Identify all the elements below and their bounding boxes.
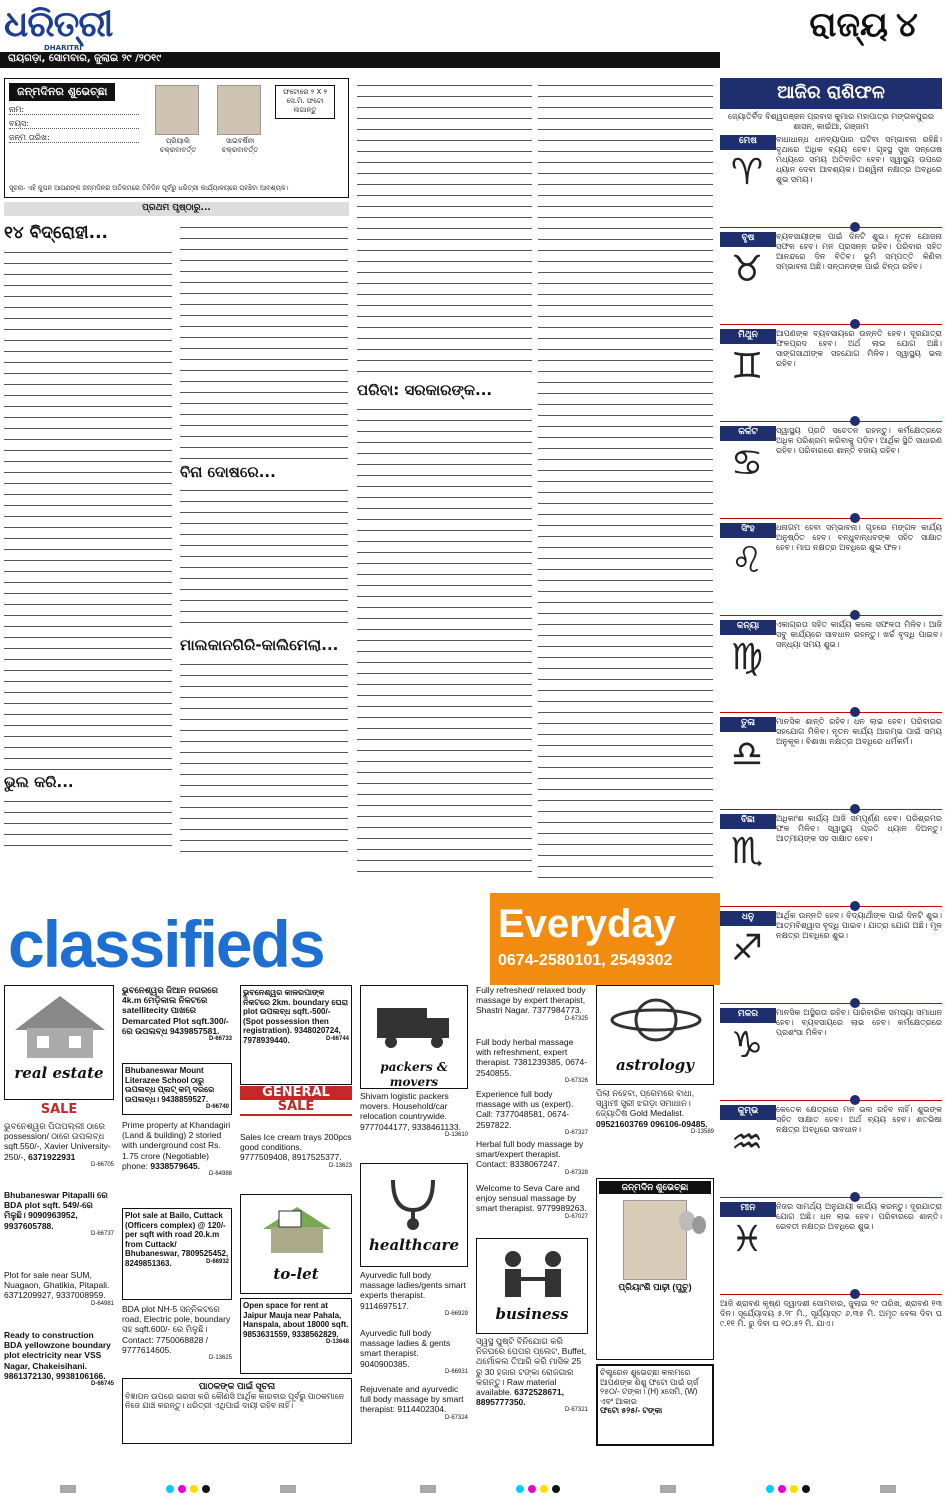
info-box-text: ଚିଲ୍ଡ୍ରେନ ଶୁଭେଚ୍ଛା କଲମରେ ଆପଣଙ୍କ ଶିଶୁ ଫଟୋ ପାଇଁ ଚାର୍ଜ ୨୫୦/- ଟଙ୍କା। (H) xସେମି, (W) ଏବଂ ଆକାର [600,1368,699,1406]
sign-divider-dot [850,1192,860,1202]
masthead [0,0,945,70]
ad-a6 [122,1304,232,1374]
ad-a8-phone: 9090963952, 9937605788. [4,1210,78,1231]
horoscope-title: ଆଜିର ରାଶିଫଳ [720,78,942,109]
sign-divider [720,615,942,616]
horoscope-sign [720,814,942,911]
ad-a10-code: D-66745 [90,1380,114,1387]
classifieds-banner [0,893,720,985]
column-3 [538,78,713,888]
horoscope-sign [720,329,942,426]
panjika-footer: ଆଜି ଶ୍ରାବଣ କୃଷ୍ଣ ଦ୍ୱାଦଶୀ ସୋମବାର, ଜୁଲାଇ ୨୯ ତାରିଖ, ଶ୍ରାବଣ ୧୩ ଦିନ। ସୂର୍ଯ୍ୟୋଦୟ ୫.୨୮ ମି., ସୂର୍ଯ୍ୟାସ୍ତ ୬.୩୫ ମି. ଅମୃତ ବେଳା ଦିବା ଘ ୯.୧୧ ମି. ରୁ ଦିବା ଘ ୧୦.୫୨ ମି. ଯାଏ। [720,1298,942,1328]
ad-a5-code: D-66932 [205,1258,229,1265]
ad-a21-text: Welcome to Seva Care and enjoy sensual massage by smart therapist. [476,1183,580,1214]
headline-5: ପରିବା: ସରକାରଙ୍କ... [357,381,493,399]
everyday-word: Everyday [498,902,676,946]
horoscope-sign-text: ଏକାଗ୍ରତା ସହିତ କାର୍ଯ୍ୟ କଲେ ସଫଳତା ମିଳିବ। ଆଜି ସବୁ କାର୍ଯ୍ୟରେ ସାବଧାନ ରହନ୍ତୁ। ଖର୍ଚ୍ଚ ବୃଦ୍ଧି ପାଇବ। ସନ୍ଧ୍ୟା ସମୟ ଶୁଭ। [776,619,942,649]
ad-a5-text: Plot sale at Bailo, Cuttack (Officers complex) @ 120/- per sqft with road 20.k.m from Cuttack/ Bhubaneswar, [125,1211,226,1259]
info-box-price: ଫଟୋ ୫୨୫/- ଟଙ୍କା [600,1406,663,1416]
ad-a15-phone: 9040900385. [360,1358,410,1369]
ad-a11-phone: 9777509408, 8917525377. [240,1152,342,1163]
sign-divider [720,1003,942,1004]
reader-notice-text: ବିଜ୍ଞାପନ ଉପରେ ଭରସା କରି କୌଣସି ଆର୍ଥିକ କାରବାର ପୂର୍ବରୁ ପାଠକମାନେ ନିଜେ ଯାଞ୍ଚ କରନ୍ତୁ। ଧରିତ୍ରୀ ଏଥିପାଇଁ ଦାୟୀ ରହିବ ନାହିଁ। [125,1391,345,1411]
healthcare-label: healthcare [369,1236,459,1254]
wish-title: ଜନ୍ମଦିନ ଶୁଭେଚ୍ଛା [599,1181,711,1194]
ad-a12-phone: 9853631559, 9338562829. [243,1329,339,1339]
ad-a16-code: D-67324 [444,1414,468,1421]
article-6-body [538,78,713,878]
zodiac-icon: ♊ [730,345,764,387]
general-sale-label: SALE [240,1100,352,1114]
article-3-body [180,483,348,633]
coupon-fineprint: ସୂଚନା- ଏହି କୁପନ ଆପଣଙ୍କ ଜନ୍ମଦିନର ଅତିକମରେ ତିନିଦିନ ପୂର୍ବରୁ ଧରିତ୍ରୀ କାର୍ଯ୍ୟାଳୟରେ ପହଞ୍ଚିବା ଆବଶ୍ୟକ। [9,184,289,193]
column-2 [357,78,532,888]
ad-a16-text: Rejuvenate and ayurvedic full body massage by smart therapist: [360,1384,464,1415]
ad-a5-phone: 7809525452, 8249851363. [125,1249,229,1268]
date-line: ରାୟଗଡ଼ା, ସୋମବାର, ଜୁଲାଇ ୨୯ /୨୦୧୯ [0,52,720,68]
ad-a20-code: D-67328 [564,1169,588,1176]
horoscope-sign-name: କର୍କଟ [720,426,776,441]
ad-a1-phone: 9439857581. [169,1025,220,1036]
ad-a23-phone: 09521603769 096106-09485. [596,1118,708,1129]
section-name: ରାଜ୍ୟ [809,5,888,45]
ad-a20 [476,1139,588,1181]
column-1a [4,220,172,857]
ad-a2-code: D-66740 [205,1104,229,1111]
zodiac-icon: ♌ [730,539,764,581]
ad-a18-phone: 7381239385, 0674-2540855. [476,1057,588,1078]
zodiac-icon: ♒ [730,1121,764,1163]
ad-a22-text: ସ୍ୱସ୍ଥ ପୁଷ୍ଟି ବିନିଯୋଗ କରି ନିଜଘରେ ପେପର ପ୍ଲେଟ, Buffet, ଥର୍ମୋକଲ ତିଆରି କରି ମାସିକ 25 ରୁ 30 ହଜାର ଟଙ୍କା ରୋଜଗାର କରନ୍ତୁ। Raw material available. [476,1336,587,1397]
to-let-category [240,1194,352,1294]
article-4-body [180,657,348,857]
sign-divider [720,809,942,810]
ad-a22-phone: 6372528671, 8895777350. [476,1386,564,1408]
horoscope-sign-name: ତୁଳା [720,717,776,732]
ad-a3-text: ଭୁବନେଶ୍ୱର କାଳରପାଙ୍କ ନିକଟରେ 2km. boundary ଘେରା plot ଉପଲବ୍ଧ sqft.-500/- (Spot possession then registration). [243,988,348,1036]
horoscope-sign-name: ସିଂହ [720,523,776,538]
ad-a6-phone: 7750068828 / 9777614605. [122,1334,209,1355]
horoscope-sign-text: ନିଜର ସାମର୍ଥ୍ୟ ଅନୁଯାୟୀ କାର୍ଯ୍ୟ କରନ୍ତୁ। ଦୂରଯାତ୍ରା ଯୋଗ ଅଛି। ଧନ ଲାଭ ହେବ। ପରିବାରରେ ଶାନ୍ତି। ରେବତୀ ନକ୍ଷତ୍ର ଅବଧିରେ ଶୁଭ। [776,1201,942,1231]
real-estate-label: real estate [14,1064,104,1082]
zodiac-icon: ♍ [730,636,764,678]
ad-a10-text: Ready to construction BDA yellowzone boundary plot electricity near VSS Nagar, Chakeisihani. [4,1330,111,1371]
horoscope-sign [720,1105,942,1202]
ad-a4 [122,1120,232,1206]
headline-4: ମାଲକାନଗିରି-କାଲିମେଲା... [180,636,339,655]
ad-a18-text: Full body herbal massage with refreshment, expert therapist. [476,1037,574,1068]
ad-a12-text: Open space for rent at Jaipur Mauja near Pahala, Hanspala, about 18000 sqft. [243,1301,349,1330]
sign-divider [720,518,942,519]
horoscope-sign-name: ମକର [720,1008,776,1023]
newspaper-logo: ଧରିତ୍ରୀ [4,3,113,45]
ad-a14-code: D-66929 [444,1310,468,1317]
packers-movers-label: packers & movers [380,1060,448,1089]
zodiac-icon: ♋ [730,442,764,484]
column-1b [180,220,348,857]
real-estate-category [4,985,114,1100]
horoscope-column [720,78,942,1478]
ad-a3-code: D-66744 [325,1035,349,1042]
to-let-label: to-let [273,1265,319,1283]
horoscope-sign-text: ଆପଣଙ୍କ ବ୍ୟବସାୟରେ ଉନ୍ନତି ହେବ। ଦୂରଯାତ୍ରା ଫଳପ୍ରଦ ହେବ। ଅର୍ଥ ଲାଭ ଯୋଗ ଅଛି। ସାଙ୍ଗସାଥୀଙ୍କ ସହଯୋଗ ମିଳିବ। ସ୍ୱାସ୍ଥ୍ୟ ଭଲ ରହିବ। [776,328,942,368]
sign-divider-dot [850,1095,860,1105]
ad-a2-text: Bhubaneswar Mount Literazee School ଠାରୁ ଉପଲବ୍ଧ ପ୍ଲଟ୍ କମ୍ ଦରରେ ଉପଲବ୍ଧ। [125,1066,215,1104]
horoscope-sign [720,620,942,717]
general-banner [240,1086,352,1116]
sign-divider [720,1294,942,1295]
ad-a20-phone: 8338067247. [510,1159,560,1170]
ad-a4-phone: 9338579645. [150,1160,201,1171]
horoscope-sign-name: ବୃଷ [720,232,776,247]
ad-a13-text: Shivam logistic packers movers. Household/car relocation countrywide. [360,1091,449,1122]
sign-divider-dot [850,901,860,911]
ad-a4-text: Prime property at Khandagiri (Land & building) 2 storied with underground cost Rs. 1.75 crore (Negotiable) phone: [122,1120,231,1171]
ad-a16-phone: 9114402304. [397,1404,447,1415]
sale-banner: SALE [4,1102,114,1118]
zodiac-icon: ♈ [730,151,764,193]
ad-a19-text: Experience full body massage with us (expert). Call: [476,1089,574,1120]
ad-a2 [122,1063,232,1115]
reader-notice-title: ପାଠକଙ୍କ ପାଇଁ ସୂଚନା [198,1381,276,1391]
child-photo-1-caption: ପ୍ରିୟାଲି ଚକ୍ରବାବର୍ତ୍ତ [159,137,197,154]
classifieds-phone: 0674-2580101, 2549302 [498,952,673,969]
handshake-icon [479,1245,587,1301]
ad-a12 [240,1298,352,1374]
house-icon [7,990,113,1060]
sign-divider-dot [850,707,860,717]
article-1-body [4,245,172,770]
ad-a14-phone: 9114697517. [360,1300,410,1311]
sign-divider-dot [850,513,860,523]
ad-a8-code: D-66737 [90,1230,114,1237]
horoscope-sign-name: ବିଛା [720,814,776,829]
sign-divider-dot [850,416,860,426]
headline-3: ବିନା ଦୋଷରେ... [180,462,276,481]
truck-icon [363,994,467,1054]
ad-a10-phone: 9861372130, 9938106166. [4,1370,106,1381]
sign-divider [720,421,942,422]
article-2-body [4,794,172,854]
horoscope-sign-name: କୁମ୍ଭ [720,1105,776,1120]
sign-divider [720,324,942,325]
ad-a11-code: D-13623 [328,1162,352,1169]
child-photo-1 [155,85,199,135]
ad-a23-code: D-13589 [690,1128,714,1135]
sign-divider [720,1197,942,1198]
horoscope-sign-text: ଧନାଗମ ହେବା ସମ୍ଭାବନା। ଗୃହରେ ମଙ୍ଗଳ କାର୍ଯ୍ୟ ଅନୁଷ୍ଠିତ ହେବ। ବନ୍ଧୁବାନ୍ଧବଙ୍କ ସହିତ ସାକ୍ଷାତ ହେବ। ମାଘ ନକ୍ଷତ୍ର ଅବଧିରେ ଶୁଭ ଫଳ। [776,522,942,552]
horoscope-sign-text: କେତେକ କ୍ଷେତ୍ରରେ ମନ ଭଲ ରହିବ ନାହିଁ। ଶୁଭଙ୍କ ସହିତ ସାକ୍ଷାତ ହେବ। ଅର୍ଥ ବ୍ୟୟ ହେବ। ଶତଭିଷା ନକ୍ଷତ୍ର ଅବଧିରେ ସାବଧାନ। [776,1104,942,1134]
horoscope-sign-name: ମେଷ [720,135,776,150]
horoscope-sign-text: ମାନସିକ ଶାନ୍ତି ରହିବ। ଧନ ଲାଭ ହେବ। ପରିବାରର ସହଯୋଗ ମିଳିବ। ନୂତନ କାର୍ଯ୍ୟ ଆରମ୍ଭ ପାଇଁ ସମୟ ଅନୁକୂଳ। ବିଶାଖା ନକ୍ଷତ୍ର ଅବଧିରେ ଧର୍ମକର୍ମ। [776,716,942,746]
ad-a21-code: D-67027 [564,1213,588,1220]
headline-2: ଭୁଲ କରି... [4,773,74,792]
ad-a8-text: Bhubaneswar Pitapalli ରେ BDA plot sqft. 549/-ରେ ମିଳୁଛି। [4,1190,108,1221]
wish-name: ପ୍ରିୟାଂଶି ପାଢ଼ୀ (ପୁଚୁ) [618,1281,692,1292]
ad-a21 [476,1183,588,1235]
ad-a11-text: Sales Ice cream trays 200pcs good conditions. [240,1132,352,1153]
horoscope-sign [720,232,942,329]
horoscope-author: ଜ୍ୟୋତିର୍ବିଦ ବିଶ୍ୱରଞ୍ଜନ ପ୍ରବାସ କୁମାର ମହାପାତ୍ର ମଙ୍ଗଳପୁରର ଶାସନ, କାଇଁଆ, ଗଞ୍ଜାମ [728,111,934,131]
sign-divider-dot [850,1289,860,1299]
astrology-category [596,985,714,1085]
ad-a6-code: D-13625 [208,1354,232,1361]
ad-a6-text: BDA plot NH-5 ସନ୍ନିକଟରେ road, Electric pole, boundary ସହ sqft.600/- ରେ ମିଳୁଛି। Contact: [122,1304,231,1345]
ad-a15-text: Ayurvedic full body massage ladies & gents smart therapist. [360,1328,451,1359]
horoscope-sign [720,1008,942,1105]
sign-divider-dot [850,319,860,329]
business-category [476,1238,588,1334]
horoscope-sign-text: ଆର୍ଥିକ ଉନ୍ନତି ହେବ। ବିଦ୍ୟାର୍ଥୀଙ୍କ ପାଇଁ ଦିନଟି ଶୁଭ। ଆତ୍ମବିଶ୍ୱାସ ବୃଦ୍ଧି ପାଇବ। ଯାତ୍ରା ଯୋଗ ଅଛି। ମୂଳ ନକ୍ଷତ୍ର ଅବଧିରେ ଶୁଭ। [776,910,942,940]
everyday-box [490,893,720,985]
horoscope-sign [720,717,942,814]
horoscope-sign-name: ମିଥୁନ [720,329,776,344]
ad-a3-phone: 9348020724, 7978939440. [243,1026,341,1045]
ad-a16 [360,1384,468,1444]
continued-strip: ପ୍ରଥମ ପୃଷ୍ଠାରୁ... [4,202,349,216]
newspaper-logo-sub: DHARITRI [44,44,82,52]
horoscope-sign-text: ବ୍ୟବସାୟୀଙ୍କ ପାଇଁ ଦିନଟି ଶୁଭ। ନୂତନ ଯୋଜନା ସଫଳ ହେବ। ମନ ପ୍ରସନ୍ନ ରହିବ। ପରିବାର ସହିତ ଆନନ୍ଦରେ ଦିନ ବିତିବ। ଭୂମି ସମ୍ପତ୍ତି କିଣିବା ସମ୍ଭାବନା ଅଛି। ସନ୍ତାନଙ୍କ ପାଇଁ ଚିନ୍ତା ରହିବ। [776,231,942,271]
article-1-body-cont [180,220,348,460]
horoscope-sign [720,911,942,1008]
horoscope-sign-text: ଅଧିକାଂଶ କାର୍ଯ୍ୟ ଆଜି ସମ୍ପୂର୍ଣ୍ଣ ହେବ। ପରିଶ୍ରମର ଫଳ ମିଳିବ। ସ୍ୱାସ୍ଥ୍ୟ ପ୍ରତି ଧ୍ୟାନ ଦିଅନ୍ତୁ। ଆତ୍ମୀୟଙ୍କ ସହ ସାକ୍ଷାତ ହେବ। [776,813,942,843]
sign-divider-dot [850,610,860,620]
reader-notice [122,1378,352,1444]
horoscope-sign [720,1202,942,1299]
ad-a7-text: ଭୁବନେଶ୍ୱର ପିତାପଲ୍ଲୀ ଠାରେ possession/ ଠାରେ ଉପଲବ୍ଧ sqft.550/-, Xavier University- 250/-, [4,1121,111,1162]
horoscope-sign-text: ମାନସିକ ଅସ୍ଥିରତା ରହିବ। ପାରିବାରିକ ସମସ୍ୟା ସମାଧାନ ହେବ। ବ୍ୟବସାୟରେ ଲାଭ ହେବ। କର୍ମକ୍ଷେତ୍ରରେ ପ୍ରଶଂସା ମିଳିବ। [776,1007,942,1037]
article-5-body [357,78,532,378]
horoscope-sign-name: କନ୍ୟା [720,620,776,635]
ad-a7-code: D-66705 [90,1161,114,1168]
info-box-ad [596,1364,714,1446]
birthday-coupon [4,78,349,198]
ad-a13 [360,1091,468,1161]
ad-a19-code: D-67327 [564,1129,588,1136]
horoscope-sign [720,135,942,232]
sign-divider [720,1100,942,1101]
planet-icon [599,990,713,1050]
ad-a17-phone: 7377984773. [532,1005,582,1016]
headline-1: ୧୪ ବିଦ୍ରୋହୀ... [4,222,108,243]
ad-a23-text: ପିଲା ନହେବା, ପ୍ରେମରେ ବାଧା, ସ୍ୱାମୀ ସ୍ତ୍ରୀ ଝଗଡ଼ା ସମାଧାନ। ଜ୍ୟୋତିଷ Gold Medalist. [596,1088,695,1119]
sign-divider-dot [850,998,860,1008]
classifieds-title: classifieds [8,907,324,981]
ad-a14-text: Ayurvedic full body massage ladies/gents smart experts therapist. [360,1270,466,1301]
child-photo-2-caption: ସାଇବର୍ଷିନୀ ଚକ୍ରବାବର୍ତ୍ତ [221,137,259,154]
print-registration-marks [0,1484,945,1494]
ad-a14 [360,1270,468,1326]
horoscope-sign-text: ସ୍ୱାସ୍ଥ୍ୟ ପ୍ରତି ସଚେତନ ରହନ୍ତୁ। କର୍ମକ୍ଷେତ୍ରରେ ଅଧିକ ପରିଶ୍ରମ କରିବାକୁ ପଡ଼ିବ। ଆର୍ଥିକ ସ୍ଥିତି ସାଧାରଣ ରହିବ। ପରିବାରରେ ଶାନ୍ତି ବଜାୟ ରହିବ। [776,425,942,455]
healthcare-category [360,1163,468,1267]
astrology-label: astrology [616,1056,694,1074]
sign-divider-dot [850,222,860,232]
horoscope-sign-text: ବାଧାଧାନ୍ଧ ଧନବ୍ୟାପାର ଘଟିବା ସମ୍ଭାବନା ରହିଛି। ବୃଥାରେ ଅଧିକ ବ୍ୟୟ ହେବ। ଗୃହସ୍ଥ ସୁଖ ସନ୍ତୋଷ ମଧ୍ୟରେ ସମୟ ଅତିବାହିତ ହେବ। ସ୍ୱାସ୍ଥ୍ୟ ଉପରେ ଧ୍ୟାନ ଦେବା ଆବଶ୍ୟକ। ଅଶ୍ୱିନୀ ନକ୍ଷତ୍ର ଅବଧିରେ ଶୁଭ ସମୟ। [776,134,942,184]
ad-a19-phone: 7377048581, 0674-2597822. [476,1109,570,1130]
ad-a21-phone: 9779989263. [536,1203,587,1214]
stethoscope-icon [363,1170,467,1230]
child-photo-2 [217,85,261,135]
sign-divider [720,712,942,713]
sign-divider-dot [850,804,860,814]
horoscope-sign [720,426,942,523]
photo-size-note: ଫଟୋରେ ୨ X ୨ ସେ.ମି. ଫଟୋ ଲଗାନ୍ତୁ [275,85,335,119]
horoscope-sign-name: ମୀନ [720,1202,776,1217]
form-dob: ଜନ୍ମ ତାରିଖ: [9,133,139,143]
zodiac-icon: ♓ [730,1218,764,1260]
ad-a13-code: D-13610 [444,1131,468,1138]
column-1 [4,78,349,888]
ad-a1-text: ଭୁବନେଶ୍ୱର ଜିଆନ ନଗରରେ 4k.m ମେଡ଼ିକାଲ ନିକଟରେ satellitecity ପାଖରେ Demarcated Plot sqft.300/-ରେ ଉପଲବ୍ଧ [122,985,229,1036]
ad-a19 [476,1089,588,1137]
ad-a17 [476,985,588,1035]
ad-a22 [476,1336,588,1446]
ad-a9-text: Plot for sale near SUM, Nuagaon, Ghatikia, Pitapali. [4,1270,110,1291]
zodiac-icon: ♎ [730,733,764,775]
zodiac-icon: ♏ [730,830,764,872]
horoscope-sign [720,523,942,620]
ad-a13-phone: 9777044177, 9338461133. [360,1121,461,1132]
horoscope-signs [720,135,942,1299]
ad-a17-code: D-67325 [564,1015,588,1022]
ad-a9-phone: 6371209927, 9337008959. [4,1290,106,1301]
zodiac-icon: ♐ [730,927,764,969]
article-5-body-cont [357,402,532,882]
ad-a2-phone: 9438859527. [161,1094,209,1104]
ad-a20-text: Herbal full body massage by smart/expert therapist. Contact: [476,1139,584,1170]
birthday-wish-ad [596,1178,714,1360]
ad-a15-code: D-66931 [444,1368,468,1375]
to-let-sign-icon [243,1199,351,1259]
ad-a9-code: D-64981 [90,1300,114,1307]
ad-a5 [122,1208,232,1300]
sign-divider [720,906,942,907]
ad-a12-code: D-13648 [325,1339,349,1346]
balloons-icon [677,1209,707,1249]
ad-a7-phone: 6371922931 [28,1151,76,1162]
sign-divider [720,227,942,228]
horoscope-sign-name: ଧନୁ [720,911,776,926]
footer-registration-marks [0,1480,945,1498]
ad-a15 [360,1328,468,1382]
general-label: GENERAL [262,1085,330,1100]
ad-a9 [4,1270,114,1326]
ad-a18-code: D-67326 [564,1077,588,1084]
packers-movers-category [360,985,468,1089]
zodiac-icon: ♉ [730,248,764,290]
zodiac-icon: ♑ [730,1024,764,1066]
page-number: ୪ [896,5,918,45]
ad-a4-code: D-64988 [208,1170,232,1177]
ad-a10 [4,1330,114,1445]
form-name: ନାମ: [9,105,139,115]
ad-a22-code: D-67321 [564,1407,588,1414]
ad-a8 [4,1190,114,1270]
ad-a1-code: D-66733 [208,1035,232,1042]
ad-a17-text: Fully refreshed/ relaxed body massage by expert therapist, Shastri Nagar. [476,985,586,1016]
ad-a18 [476,1037,588,1087]
ad-a3 [240,985,352,1085]
birthday-title: ଜନ୍ମଦିନର ଶୁଭେଚ୍ଛା [9,83,115,101]
business-label: business [495,1305,569,1323]
ad-a7 [4,1121,114,1191]
ad-a23 [596,1088,714,1174]
ad-a11 [240,1132,352,1192]
form-age: ବୟସ: [9,119,139,129]
